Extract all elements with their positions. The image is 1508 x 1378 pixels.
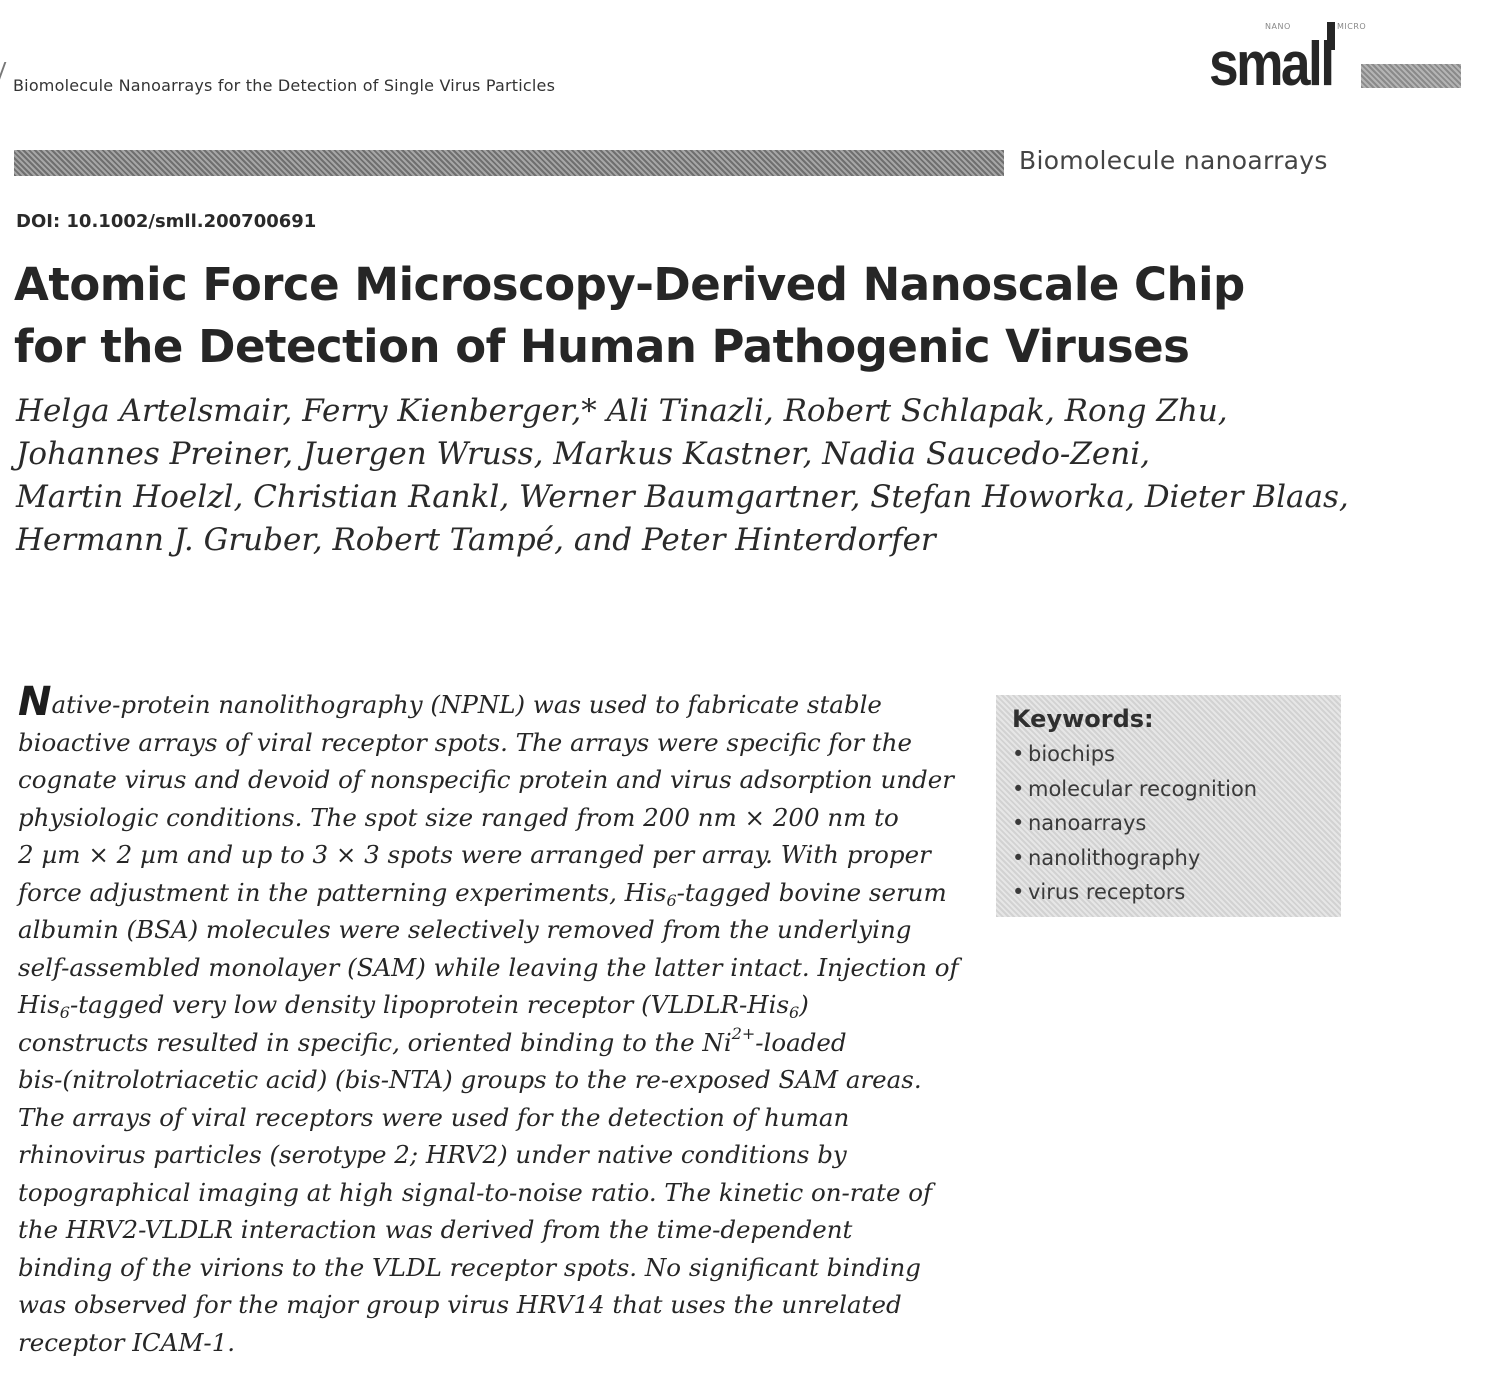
doi: DOI: 10.1002/smll.200700691: [16, 211, 317, 232]
logo-wordmark: small: [1209, 30, 1333, 99]
keyword-item: [1012, 841, 1325, 876]
keyword-item: [1012, 737, 1325, 772]
drop-cap: N: [18, 679, 52, 725]
abstract-text: -loaded: [755, 1027, 847, 1057]
logo-micro-tag: MICRO: [1337, 22, 1367, 31]
abstract-line: albumin (BSA) molecules were selectively removed from the underlying: [18, 915, 912, 944]
abstract-line: [18, 679, 978, 725]
bullet-icon: •: [1012, 776, 1025, 801]
keyword-text: molecular recognition: [1028, 776, 1258, 801]
author-list: [16, 390, 1416, 562]
abstract-line: physiologic conditions. The spot size ranged from 200 nm × 200 nm to: [18, 802, 899, 832]
logo-nano-tag: NANO: [1265, 22, 1291, 31]
bullet-icon: •: [1012, 845, 1025, 870]
abstract-line: [18, 874, 978, 912]
subscript: 6: [59, 1003, 70, 1022]
abstract-line: [18, 1024, 978, 1062]
author-line: Helga Artelsmair, Ferry Kienberger,* Ali Tinazli, Robert Schlapak, Rong Zhu,: [16, 393, 1228, 429]
running-head: Biomolecule Nanoarrays for the Detection of Single Virus Particles: [13, 76, 556, 95]
abstract-text: ative-protein nanolithography (NPNL) was used to fabricate stable: [51, 690, 882, 719]
abstract-line: bioactive arrays of viral receptor spots. The arrays were specific for the: [18, 727, 912, 757]
title-line: for the Detection of Human Pathogenic Viruses: [14, 320, 1190, 373]
author-line: Johannes Preiner, Juergen Wruss, Markus Kastner, Nadia Saucedo-Zeni,: [16, 436, 1150, 472]
keyword-item: [1012, 875, 1325, 910]
keyword-text: nanoarrays: [1028, 811, 1147, 835]
keywords-title: Keywords:: [1012, 705, 1154, 733]
title-line: Atomic Force Microscopy-Derived Nanoscale Chip: [14, 258, 1245, 311]
abstract-text: constructs resulted in specific, oriented binding to the Ni: [18, 1027, 732, 1057]
superscript: 2+: [731, 1023, 756, 1043]
keyword-item: [1012, 806, 1325, 841]
section-divider-bar: [14, 150, 1004, 176]
article-title: [14, 254, 1314, 378]
abstract-line: bis-(nitrolotriacetic acid) (bis-NTA) groups to the re-exposed SAM areas.: [18, 1065, 922, 1094]
subscript: 6: [666, 890, 677, 910]
abstract-line: cognate virus and devoid of nonspecific protein and virus adsorption under: [18, 765, 954, 794]
keyword-text: virus receptors: [1028, 880, 1186, 904]
subscript: 6: [789, 1003, 800, 1022]
keywords-list: [1012, 737, 1325, 910]
abstract-text: ): [799, 990, 809, 1019]
abstract-line: 2 µm × 2 µm and up to 3 × 3 spots were arranged per array. With proper: [18, 840, 931, 869]
keyword-text: biochips: [1028, 742, 1115, 766]
logo-bar: [1361, 64, 1461, 88]
abstract-line: was observed for the major group virus HRV14 that uses the unrelated: [18, 1290, 902, 1319]
bullet-icon: •: [1012, 742, 1025, 766]
author-line: Martin Hoelzl, Christian Rankl, Werner Baumgartner, Stefan Howorka, Dieter Blaas,: [16, 479, 1349, 515]
author-line: Hermann J. Gruber, Robert Tampé, and Peter Hinterdorfer: [16, 522, 936, 558]
bullet-icon: •: [1012, 811, 1025, 835]
abstract-line: topographical imaging at high signal-to-noise ratio. The kinetic on-rate of: [18, 1177, 933, 1207]
keyword-text: nanolithography: [1028, 845, 1201, 870]
abstract-text: -tagged bovine serum: [676, 877, 947, 907]
journal-logo: [1205, 20, 1495, 100]
abstract-line: binding of the virions to the VLDL receptor spots. No significant binding: [18, 1252, 921, 1282]
abstract-line: the HRV2-VLDLR interaction was derived from the time-dependent: [18, 1215, 853, 1244]
abstract-line: self-assembled monolayer (SAM) while leaving the latter intact. Injection of: [18, 952, 959, 982]
abstract: [18, 679, 978, 1361]
keyword-item: [1012, 772, 1325, 807]
section-label: Biomolecule nanoarrays: [1019, 146, 1328, 175]
abstract-text: force adjustment in the patterning experiments, His: [18, 877, 667, 907]
abstract-line: receptor ICAM-1.: [18, 1327, 236, 1357]
abstract-line: [18, 986, 978, 1024]
abstract-text: -tagged very low density lipoprotein receptor (VLDLR-His: [69, 990, 790, 1019]
abstract-text: His: [18, 990, 60, 1019]
abstract-line: rhinovirus particles (serotype 2; HRV2) under native conditions by: [18, 1140, 847, 1169]
bullet-icon: •: [1012, 880, 1025, 904]
abstract-line: The arrays of viral receptors were used for the detection of human: [18, 1102, 850, 1132]
keywords-box: [996, 695, 1341, 917]
